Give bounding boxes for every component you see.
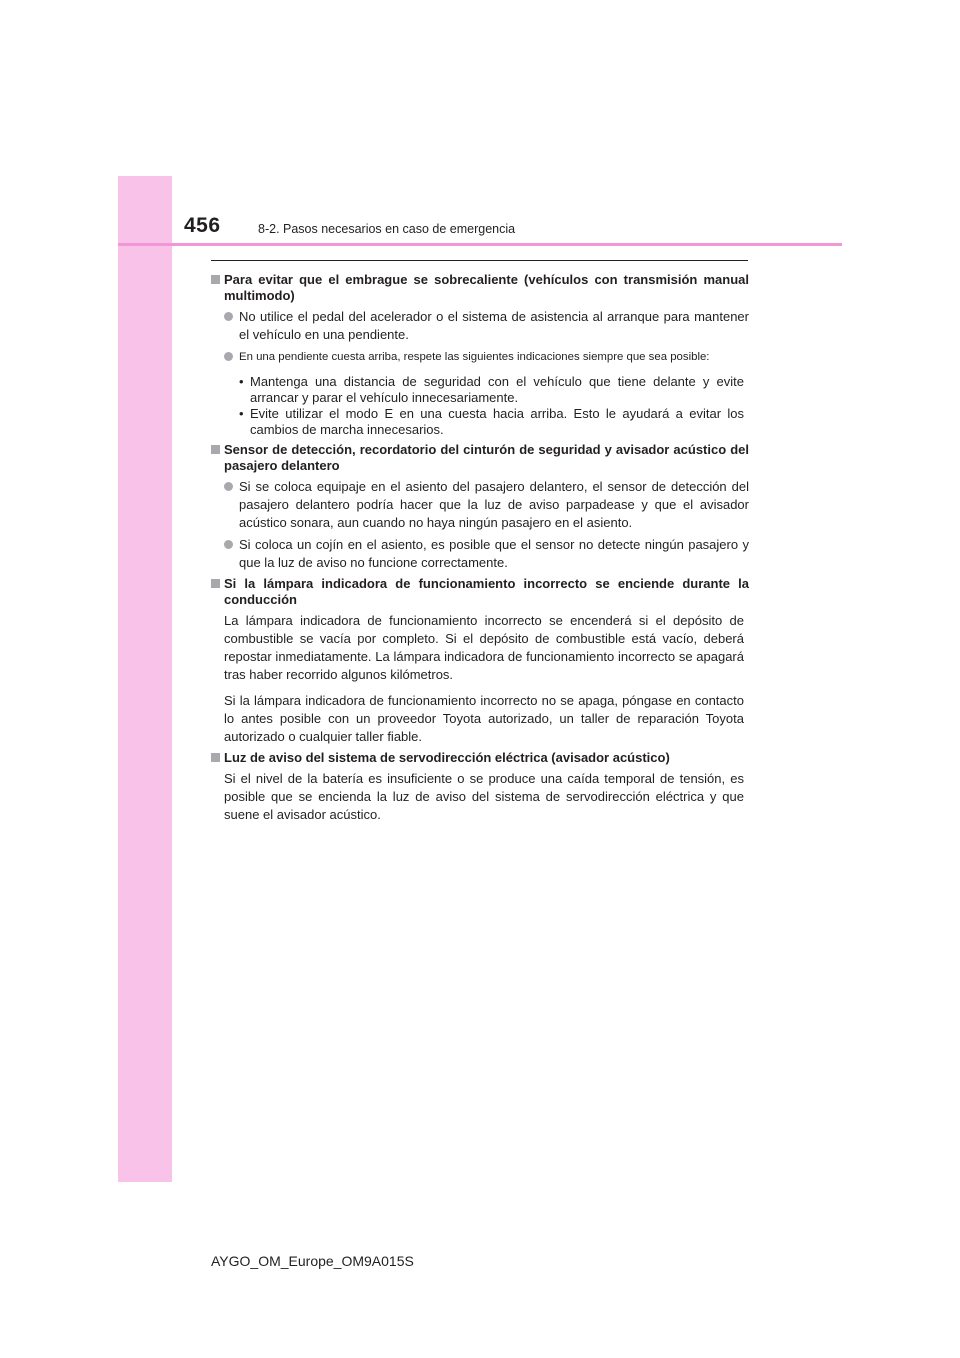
sub-item-text: Mantenga una distancia de seguridad con el vehículo que tiene delante y evite arrancar y parar el vehículo innecesariamente. <box>250 374 744 405</box>
bullet-text: No utilice el pedal del acelerador o el sistema de asistencia al arranque para mantener el vehículo en una pendiente. <box>239 309 749 342</box>
bullet-item <box>211 536 749 572</box>
page-number: 456 <box>184 214 221 237</box>
square-bullet-icon <box>211 445 220 454</box>
square-bullet-icon <box>211 275 220 284</box>
bullet-text: En una pendiente cuesta arriba, respete las siguientes indicaciones siempre que sea posible: <box>239 351 710 363</box>
paragraph: Si la lámpara indicadora de funcionamiento incorrecto no se apaga, póngase en contacto lo antes posible con un proveedor Toyota autorizado, un taller de reparación Toyota autorizado o cualquier taller fiable. <box>224 693 744 744</box>
section-heading <box>211 750 749 766</box>
round-bullet-icon <box>224 312 233 321</box>
sub-list-item <box>211 374 749 406</box>
section-heading-text: Luz de aviso del sistema de servodirección eléctrica (avisador acústico) <box>224 750 670 765</box>
document-code-footer: AYGO_OM_Europe_OM9A015S <box>211 1253 414 1269</box>
bullet-text: Si coloca un cojín en el asiento, es posible que el sensor no detecte ningún pasajero y que la luz de aviso no funcione correctamente. <box>239 537 749 570</box>
section-heading-text: Sensor de detección, recordatorio del cinturón de seguridad y avisador acústico del pasajero delantero <box>224 442 749 473</box>
bullet-item <box>211 348 749 366</box>
page-content <box>211 268 749 824</box>
round-bullet-icon <box>224 482 233 491</box>
sub-list <box>211 374 749 438</box>
round-bullet-icon <box>224 540 233 549</box>
bullet-item <box>211 308 749 344</box>
content-top-rule <box>211 260 748 261</box>
square-bullet-icon <box>211 753 220 762</box>
header-rule <box>118 243 842 246</box>
section-heading <box>211 442 749 474</box>
section-heading <box>211 272 749 304</box>
side-tab-band <box>118 176 172 1182</box>
sub-list-item <box>211 406 749 438</box>
paragraph: La lámpara indicadora de funcionamiento incorrecto se encenderá si el depósito de combustible se vacía por completo. Si el depósito de combustible está vacío, deberá repostar inmediatamente. La lámpara indicadora de funcionamiento incorrecto se apagará tras haber recorrido algunos kilómetros. <box>224 613 744 682</box>
section-heading-text: Para evitar que el embrague se sobrecaliente (vehículos con transmisión manual multimodo) <box>224 272 749 303</box>
section-heading-text: Si la lámpara indicadora de funcionamiento incorrecto se enciende durante la conducción <box>224 576 749 607</box>
bullet-item <box>211 478 749 532</box>
square-bullet-icon <box>211 579 220 588</box>
section-heading <box>211 576 749 608</box>
dot-marker: • <box>239 374 244 389</box>
dot-marker: • <box>239 406 244 421</box>
paragraph: Si el nivel de la batería es insuficiente o se produce una caída temporal de tensión, es posible que se encienda la luz de aviso del sistema de servodirección eléctrica y que suene el avisador acústico. <box>224 771 744 822</box>
section-title: 8-2. Pasos necesarios en caso de emergencia <box>258 222 516 236</box>
round-bullet-icon <box>224 352 233 361</box>
sub-item-text: Evite utilizar el modo E en una cuesta hacia arriba. Esto le ayudará a evitar los cambios de marcha innecesarios. <box>250 406 744 437</box>
bullet-text: Si se coloca equipaje en el asiento del pasajero delantero, el sensor de detección del pasajero delantero podría hacer que la luz de aviso parpadease y que el avisador acústico sonara, aun cuando no haya ningún pasajero en el asiento. <box>239 479 749 530</box>
